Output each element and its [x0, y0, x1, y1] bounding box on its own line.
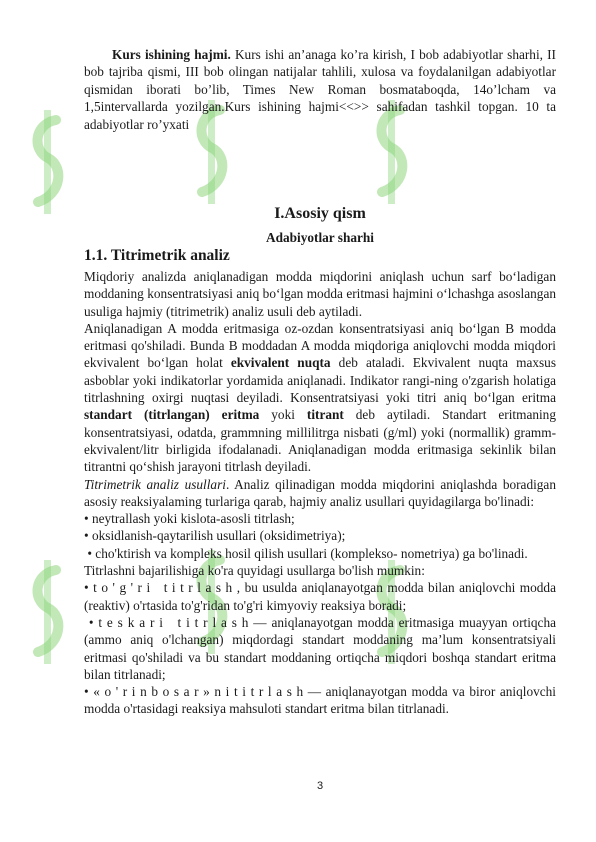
text-run: , bu usulda aniqlanayotgan modda bilan aniqlovchi modda (reaktiv) o'rtasida to'g'ridan to'g'ri kimyoviy reaksiya boradi;: [84, 580, 556, 613]
paragraph-definition: Miqdoriy analizda aniqlanadigan modda miqdorini aniqlash uchun sarf bo‘ladigan moddaning konsentratsiyasi aniq bo‘lgan modda eritmasi hajmini o‘lchashga asoslangan usuliga hajmiy (titrimetrik) analiz usuli deb aytiladi.: [84, 269, 556, 319]
term-standard-solution: standart (titrlangan) eritma: [84, 407, 260, 423]
page-number: 3: [316, 780, 324, 792]
paragraph-equivalent-point: [84, 320, 556, 476]
section-heading: 1.1. Titrimetrik analiz: [84, 247, 230, 264]
term-equivalent-point: ekvivalent nuqta: [230, 355, 331, 371]
section-body: [84, 268, 556, 718]
term-substitution-titration: • « o ' r i n b o s a r » n i t i t r l a s h: [84, 684, 304, 700]
intro-bold-label: Kurs ishining hajmi.: [112, 47, 231, 62]
intro-text: Kurs ishi an’anaga ko’ra kirish, I bob adabiyotlar sharhi, II bob tajriba qismi, III bob olingan natijalar tahlili, xulosa va foydalanilgan adabiyotlar qismidan iborati bo’lib, Times New Roman bosmataboqda, 14o’lcham va 1,5intervallarda yozilgan.Kurs ishining hajmi<<>> sahifadan tashkil topgan. 10 ta adabiyotlar ro’yxati: [84, 47, 556, 132]
text-run: — aniqlanayotgan modda eritmasiga muayyan ortiqcha (ammo aniq o'lchangan) miqdordagi standart moddaning ma’lum konsentratsiyali eritmasi qo'shiladi va bu standart moddaning ortiqcha miqdori boshqa standart eritma bilan titrlanadi;: [84, 614, 556, 682]
term-titrimetric-methods: Titrimetrik analiz usullari: [84, 476, 226, 492]
intro-paragraph: [84, 46, 556, 133]
text-run: Aniqlanadigan A modda eritmasiga oz-ozdan konsentratsiyasi aniq bo‘lgan B modda eritmasi qo'shiladi. Bunda B moddadan A modda miqdoriga aniqlovchi modda miqdori ekvivalent bo‘lgan holat: [84, 320, 556, 371]
watermark-logo-icon: [26, 110, 70, 214]
list-item-back-titration: [84, 614, 556, 683]
watermark-logo-icon: [26, 560, 70, 664]
text-run: yoki: [259, 407, 307, 423]
term-back-titration: • t e s k a r i t i t r l a s h: [84, 614, 249, 630]
main-heading: I.Asosiy qism: [274, 205, 366, 222]
paragraph-methods: [84, 476, 556, 511]
term-titrant: titrant: [306, 407, 344, 423]
list-item: • oksidlanish-qaytarilish usullari (oksidimetriya);: [84, 528, 346, 544]
list-item-substitution-titration: [84, 683, 556, 718]
text-run: deb ataladi. Ekvivalent nuqta maxsus asboblar yoki indikatorlar yordamida aniqlanadi. Indikator rangi-ning o'zgarish holatiga titrlashning oxirgi nuqtasi deyiladi. Konsentratsiyasi yoki titri aniq bo‘lgan eritma: [84, 355, 557, 406]
text-run: — aniqlanayotgan modda va biror aniqlovchi modda o'rtasidagi reaksiya mahsuloti standart eritma bilan titrlanadi.: [84, 684, 556, 717]
text-run: . Analiz qilinadigan modda miqdorini aniqlashda boradigan asosiy reaksiyalaming turlariga qarab, hajmiy analiz usullari quyidagilarga bo'linadi:: [84, 476, 556, 509]
term-direct-titration: • t o ' g ' r i t i t r l a s h: [84, 580, 233, 596]
list-item: • neytrallash yoki kislota-asosli titrlash;: [84, 511, 295, 527]
sub-heading: Adabiyotlar sharhi: [266, 230, 374, 245]
paragraph-titration-types: Titrlashni bajarilishiga ko'ra quyidagi usullarga bo'lish mumkin:: [84, 563, 425, 579]
list-item: • cho'ktirish va kompleks hosil qilish usullari (komplekso- nometriya) ga bo'linadi.: [84, 545, 528, 561]
list-item-direct-titration: [84, 579, 556, 614]
text-run: deb aytiladi. Standart eritmaning konsentratsiyasi, odatda, grammning millilitrga nisbati (g/ml) yoki (normallik) gramm-ekvivalent/litr birligida ifodalanadi. Aniqlanadigan modda eritmasiga sekinlik bilan titrantni qo‘shish jarayoni titrlash deyiladi.: [84, 407, 556, 475]
